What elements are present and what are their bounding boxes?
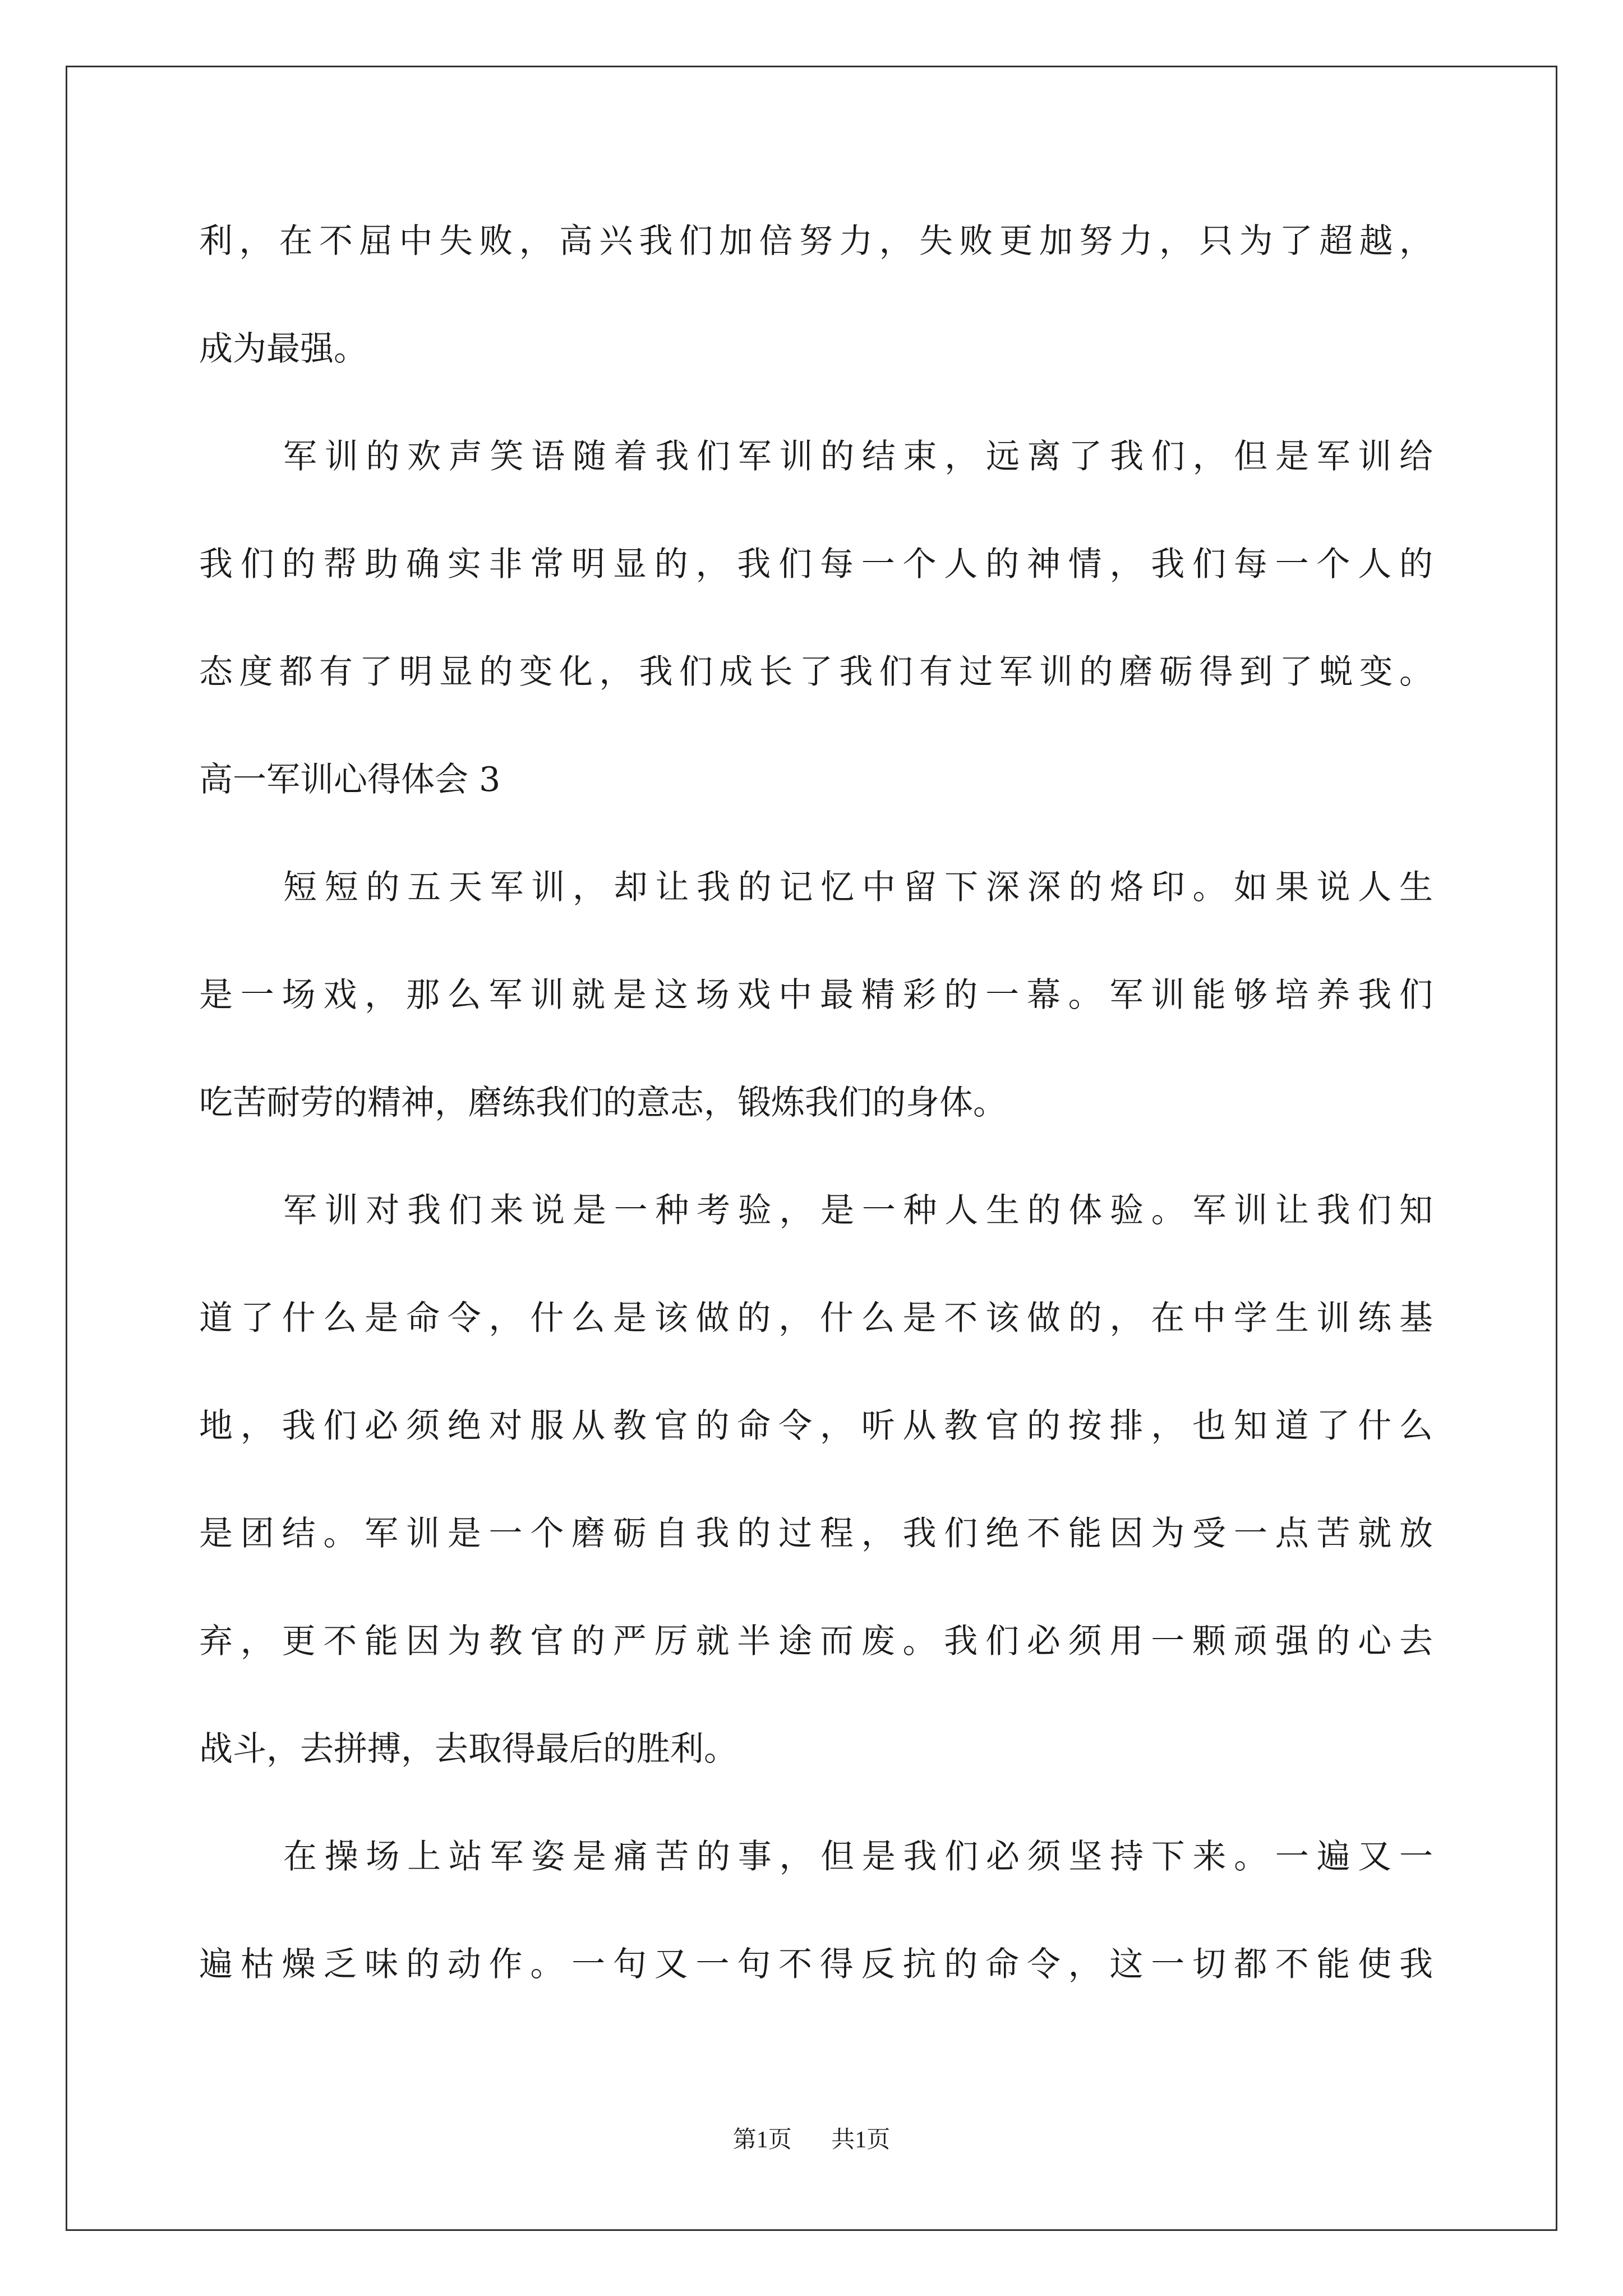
text-line: 短短的五天军训，却让我的记忆中留下深深的烙印。如果说人生 [283, 868, 1433, 907]
text-line: 道了什么是命令，什么是该做的，什么是不该做的，在中学生训练基 [199, 1299, 1433, 1338]
text-line: 成为最强。 [199, 329, 367, 369]
text-line: 态度都有了明显的变化，我们成长了我们有过军训的磨砺得到了蜕变。 [199, 652, 1433, 692]
text-line: 是一场戏，那么军训就是这场戏中最精彩的一幕。军训能够培养我们 [199, 976, 1433, 1015]
page-footer [0, 2126, 1623, 2154]
text-line: 军训的欢声笑语随着我们军训的结束，远离了我们，但是军训给 [283, 437, 1433, 476]
page-total: 共1页 [831, 2127, 891, 2153]
text-line: 在操场上站军姿是痛苦的事，但是我们必须坚持下来。一遍又一 [283, 1837, 1433, 1876]
text-line: 战斗，去拼搏，去取得最后的胜利。 [199, 1729, 737, 1769]
text-line: 是团结。军训是一个磨砺自我的过程，我们绝不能因为受一点苦就放 [199, 1514, 1433, 1553]
section-heading: 高一军训心得体会 3 [199, 760, 501, 799]
text-line: 吃苦耐劳的精神，磨练我们的意志，锻炼我们的身体。 [199, 1083, 1007, 1122]
page-number: 第1页 [732, 2127, 792, 2153]
text-line: 地，我们必须绝对服从教官的命令，听从教官的按排，也知道了什么 [199, 1406, 1433, 1446]
text-line: 遍枯燥乏味的动作。一句又一句不得反抗的命令，这一切都不能使我 [199, 1945, 1433, 1984]
text-line: 军训对我们来说是一种考验，是一种人生的体验。军训让我们知 [283, 1191, 1433, 1230]
text-line: 利，在不屈中失败，高兴我们加倍努力，失败更加努力，只为了超越， [199, 222, 1433, 261]
text-line: 我们的帮助确实非常明显的，我们每一个人的神情，我们每一个人的 [199, 545, 1433, 584]
document-body [199, 219, 1433, 2050]
text-line: 弃，更不能因为教官的严厉就半途而废。我们必须用一颗顽强的心去 [199, 1622, 1433, 1661]
